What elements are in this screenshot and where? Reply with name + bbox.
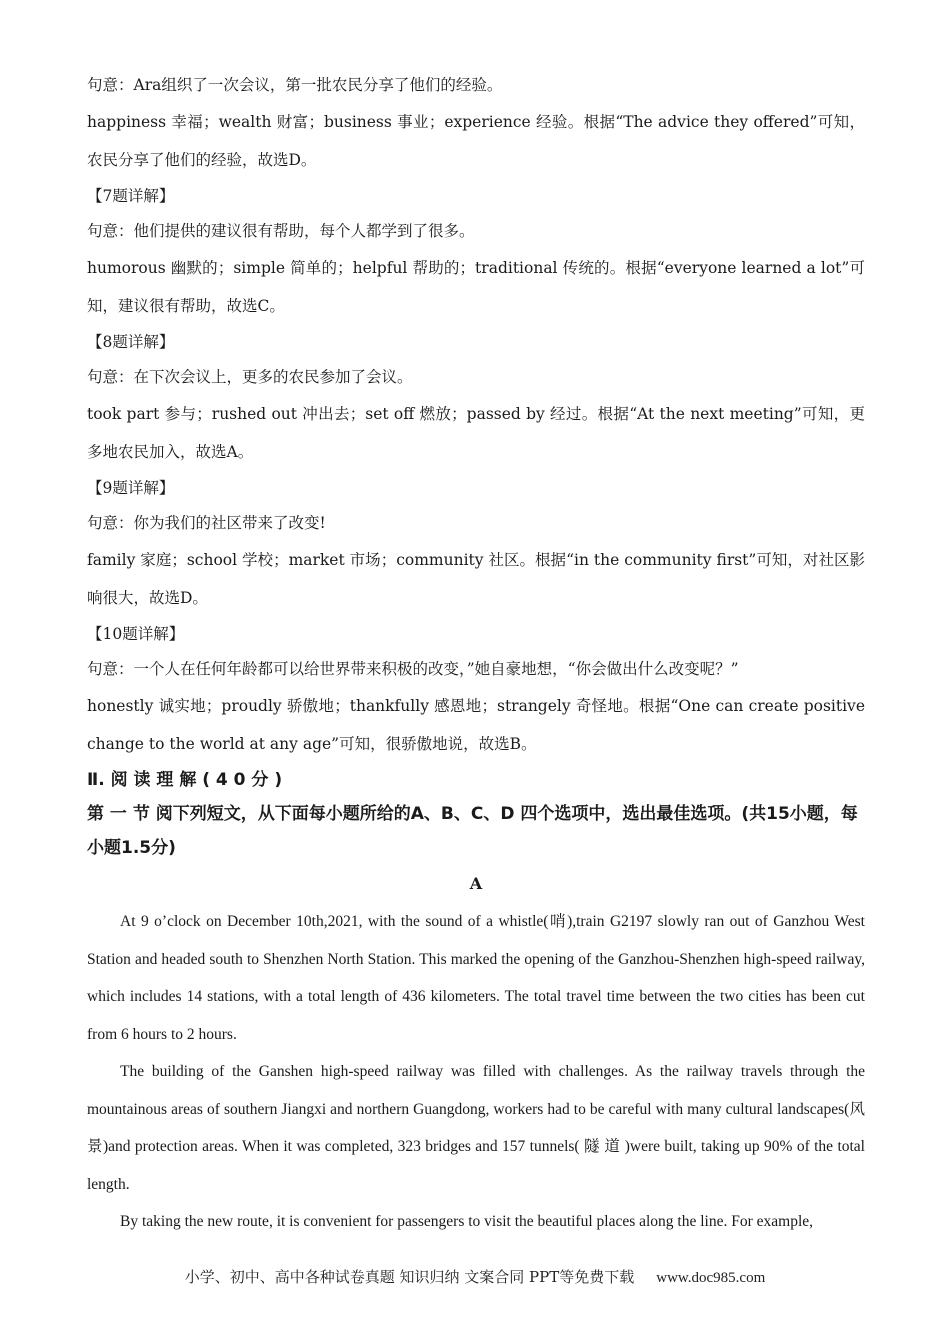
explanation-paragraph: took part 参与；rushed out 冲出去；set off 燃放；passed by 经过。根据“At the next meeting”可知，更多地农民加入，故选A。: [87, 405, 865, 461]
footer-text: 小学、初中、高中各种试卷真题 知识归纳 文案合同 PPT等免费下载: [184, 1268, 635, 1286]
section-instruction: 第 一 节 阅下列短文，从下面每小题所给的A、B、C、D 四个选项中，选出最佳选项。(共15小题，每小题1.5分): [87, 804, 858, 858]
explanation-line: 句意：一个人在任何年龄都可以给世界带来积极的改变，”她自豪地想，“你会做出什么改变呢？”: [87, 660, 739, 678]
footer-url[interactable]: www.doc985.com: [656, 1270, 766, 1286]
explanation-paragraph: honestly 诚实地；proudly 骄傲地；thankfully 感恩地；strangely 奇怪地。根据“One can create positive change to the world at any age”可知，很骄傲地说，故选B。: [87, 697, 865, 753]
passage-paragraph: At 9 o’clock on December 10th,2021, with the sound of a whistle(哨),train G2197 slowly ran out of Ganzhou West Station and headed south to Shenzhen North Station. This marked the opening of the Ganzhou-Shenzhen high-speed railway, which includes 14 stations, with a total length of 436 kilometers. The total travel time between the two cities has been cut from 6 hours to 2 hours.: [87, 913, 865, 1043]
explanation-paragraph: humorous 幽默的；simple 简单的；helpful 帮助的；traditional 传统的。根据“everyone learned a lot”可知，建议很有帮助，故选C。: [87, 259, 865, 315]
passage-paragraph: The building of the Ganshen high-speed railway was filled with challenges. As the railway travels through the mountainous areas of southern Jiangxi and northern Guangdong, workers had to be careful with many cultural landscapes(风景)and protection areas. When it was completed, 323 bridges and 157 tunnels( 隧 道 )were built, taking up 90% of the total length.: [87, 1063, 865, 1193]
explanation-line: 句意：在下次会议上，更多的农民参加了会议。: [87, 368, 413, 386]
section-heading: Ⅱ. 阅 读 理 解 ( 4 0 分 ): [87, 770, 283, 790]
document-page: [87, 68, 865, 1241]
answer-explanations: [87, 68, 865, 763]
question-heading: 【7题详解】: [87, 187, 175, 205]
question-heading: 【9题详解】: [87, 479, 175, 497]
explanation-line: 句意：Ara组织了一次会议，第一批农民分享了他们的经验。: [87, 76, 503, 94]
question-heading: 【8题详解】: [87, 333, 175, 351]
passage-title: A: [469, 874, 483, 893]
explanation-paragraph: family 家庭；school 学校；market 市场；community 社区。根据“in the community first”可知，对社区影响很大，故选D。: [87, 551, 865, 607]
explanation-line: 句意：你为我们的社区带来了改变!: [87, 514, 326, 532]
explanation-line: 句意：他们提供的建议很有帮助，每个人都学到了很多。: [87, 222, 475, 240]
question-heading: 【10题详解】: [87, 625, 185, 643]
passage-body: [87, 903, 865, 1241]
passage-paragraph: By taking the new route, it is convenient for passengers to visit the beautiful places along the line. For example,: [120, 1213, 814, 1230]
explanation-paragraph: happiness 幸福；wealth 财富；business 事业；experience 经验。根据“The advice they offered”可知，农民分享了他们的经验，故选D。: [87, 113, 865, 169]
page-footer: [0, 1266, 950, 1287]
